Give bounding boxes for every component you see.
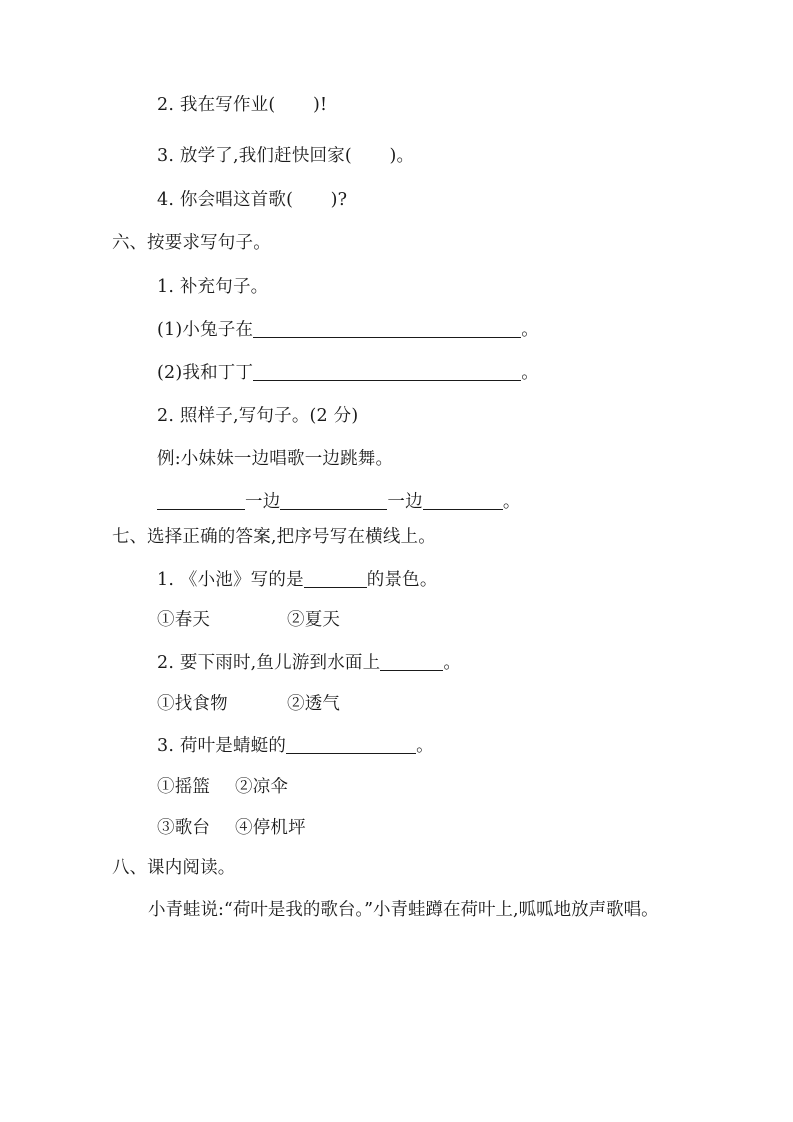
question-text-before: 荷叶是蜻蜓的 [179,736,287,756]
option-2[interactable]: ②夏天 [287,610,341,630]
section-six-sub2-label [157,406,358,426]
question-number: 2. [157,653,175,673]
section-number: 七、 [112,527,147,547]
question-text-after: 。 [416,736,434,756]
question-number: 1. [157,570,175,590]
fill-prefix: (1)小兔子在 [157,320,254,340]
section-seven-options-1 [157,610,340,630]
pattern-word-1: 一边 [245,492,281,512]
answer-blank[interactable] [253,322,521,338]
fill-prefix: (2)我和丁丁 [157,363,254,383]
fill-suffix: 。 [521,320,539,340]
item-number: 3. [157,146,175,166]
item-text-after: )? [330,190,348,210]
option-1[interactable]: ①找食物 [157,694,228,714]
section-title: 课内阅读。 [147,858,236,878]
option-4[interactable]: ④停机坪 [235,818,306,838]
section-seven-question-2 [157,653,461,673]
option-3[interactable]: ③歌台 [157,818,211,838]
question-text-before: 要下雨时,鱼儿游到水面上 [179,653,381,673]
section-six-sub1-label [157,277,268,297]
section-heading-eight [112,858,236,878]
punctuation-item-2 [157,95,327,115]
answer-blank[interactable] [286,738,416,754]
section-seven-options-2 [157,694,340,714]
item-number: 2. [157,95,175,115]
punctuation-item-4 [157,190,347,210]
sub-item-label: 2. 照样子,写句子。(2 分) [157,406,359,426]
question-text-after: 。 [443,653,462,673]
question-number: 3. [157,736,175,756]
section-number: 六、 [112,233,147,253]
pattern-word-2: 一边 [387,492,423,512]
section-seven-options-3-row1 [157,777,288,797]
section-seven-options-3-row2 [157,818,306,838]
item-number: 4. [157,190,175,210]
punctuation-item-3 [157,146,414,166]
option-1[interactable]: ①摇篮 [157,777,211,797]
answer-blank-2[interactable] [280,494,387,510]
section-heading-six [112,233,271,253]
option-2[interactable]: ②透气 [287,694,341,714]
question-text-after: 的景色。 [366,570,438,590]
item-text-after: )。 [389,146,415,166]
answer-blank-1[interactable] [157,494,245,510]
section-six-example [157,449,393,469]
section-seven-question-1 [157,570,438,590]
pattern-end: 。 [502,492,521,512]
item-text-before: 你会唱这首歌( [179,190,294,210]
section-heading-seven [112,527,436,547]
item-text-after: )! [312,95,328,115]
answer-blank-3[interactable] [423,494,503,510]
sub-item-label: 1. 补充句子。 [157,277,269,297]
fill-suffix: 。 [521,363,539,383]
answer-blank[interactable] [304,572,367,588]
answer-blank[interactable] [253,365,521,381]
option-1[interactable]: ①春天 [157,610,211,630]
section-seven-question-3 [157,736,434,756]
section-title: 选择正确的答案,把序号写在横线上。 [147,527,436,547]
section-number: 八、 [112,858,147,878]
item-text-before: 放学了,我们赶快回家( [179,146,352,166]
section-title: 按要求写句子。 [147,233,271,253]
question-text-before: 《小池》写的是 [179,570,304,590]
example-sentence: 例:小妹妹一边唱歌一边跳舞。 [157,449,394,469]
answer-blank[interactable] [380,655,443,671]
reading-passage: 小青蛙说:“荷叶是我的歌台。”小青蛙蹲在荷叶上,呱呱地放声歌唱。 [148,900,659,920]
section-six-fill-1 [157,320,539,340]
section-six-pattern-line [157,492,521,512]
section-six-fill-2 [157,363,539,383]
item-text-before: 我在写作业( [179,95,276,115]
option-2[interactable]: ②凉伞 [235,777,289,797]
